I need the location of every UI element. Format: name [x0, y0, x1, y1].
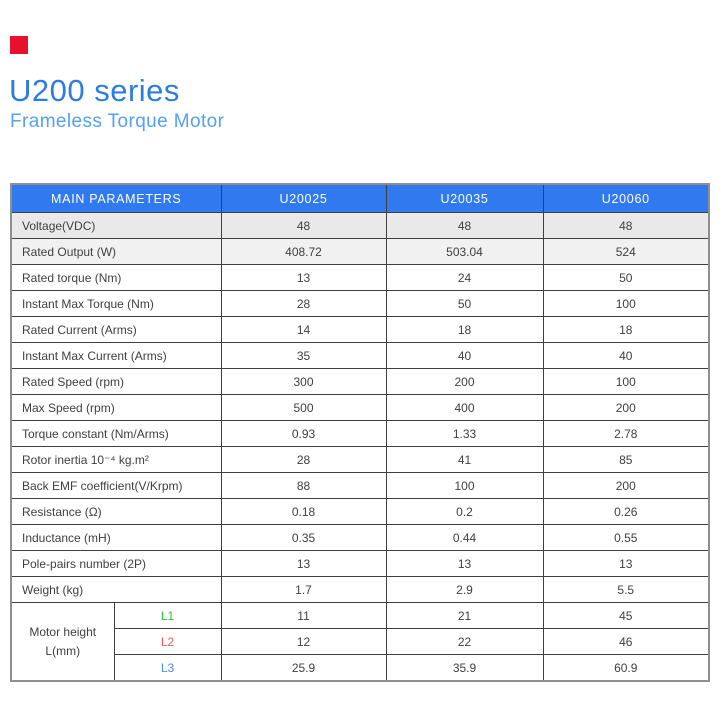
value-cell: 45: [543, 603, 709, 629]
value-cell: 2.9: [386, 577, 543, 603]
param-label-cell: Back EMF coefficient(V/Krpm): [11, 473, 221, 499]
value-cell: 400: [386, 395, 543, 421]
value-cell: 40: [543, 343, 709, 369]
column-header-u20025: U20025: [221, 184, 386, 213]
param-label-cell: Instant Max Torque (Nm): [11, 291, 221, 317]
value-cell: 48: [386, 213, 543, 239]
value-cell: 0.93: [221, 421, 386, 447]
value-cell: 524: [543, 239, 709, 265]
table-row: [11, 213, 709, 239]
value-cell: 50: [386, 291, 543, 317]
param-label-cell: Pole-pairs number (2P): [11, 551, 221, 577]
table-row: [11, 291, 709, 317]
param-label-cell: Torque constant (Nm/Arms): [11, 421, 221, 447]
value-cell: 14: [221, 317, 386, 343]
param-label-cell: Rotor inertia 10⁻⁴ kg.m²: [11, 447, 221, 473]
value-cell: 13: [543, 551, 709, 577]
value-cell: 0.26: [543, 499, 709, 525]
value-cell: 300: [221, 369, 386, 395]
value-cell: 46: [543, 629, 709, 655]
param-label-cell: Voltage(VDC): [11, 213, 221, 239]
motor-height-label-cell: [11, 603, 114, 682]
value-cell: 0.2: [386, 499, 543, 525]
table-row: [11, 577, 709, 603]
value-cell: 48: [543, 213, 709, 239]
table-row: [11, 369, 709, 395]
value-cell: 500: [221, 395, 386, 421]
motor-height-label-line1: Motor height: [29, 624, 97, 639]
table-row: [11, 317, 709, 343]
value-cell: 100: [543, 291, 709, 317]
value-cell: 13: [221, 551, 386, 577]
value-cell: 41: [386, 447, 543, 473]
table-row: [11, 421, 709, 447]
column-header-main-parameters: MAIN PARAMETERS: [11, 184, 221, 213]
value-cell: 503.04: [386, 239, 543, 265]
param-label-cell: Rated Output (W): [11, 239, 221, 265]
value-cell: 408.72: [221, 239, 386, 265]
value-cell: 0.44: [386, 525, 543, 551]
param-label-cell: Resistance (Ω): [11, 499, 221, 525]
value-cell: 18: [386, 317, 543, 343]
value-cell: 28: [221, 447, 386, 473]
value-cell: 13: [386, 551, 543, 577]
value-cell: 50: [543, 265, 709, 291]
table-row: [11, 265, 709, 291]
param-label-cell: Rated Current (Arms): [11, 317, 221, 343]
value-cell: 25.9: [221, 655, 386, 682]
page-subtitle: Frameless Torque Motor: [10, 111, 225, 132]
page-title: U200 series: [9, 73, 180, 108]
value-cell: 2.78: [543, 421, 709, 447]
param-label-cell: Inductance (mH): [11, 525, 221, 551]
motor-height-row: [11, 603, 709, 629]
column-header-u20060: U20060: [543, 184, 709, 213]
value-cell: 100: [543, 369, 709, 395]
table-row: [11, 239, 709, 265]
value-cell: 0.55: [543, 525, 709, 551]
value-cell: 1.33: [386, 421, 543, 447]
value-cell: 85: [543, 447, 709, 473]
l-label-cell-l3: L3: [114, 655, 221, 682]
value-cell: 35.9: [386, 655, 543, 682]
brand-logo-square: [10, 36, 28, 54]
param-label-cell: Rated Speed (rpm): [11, 369, 221, 395]
value-cell: 5.5: [543, 577, 709, 603]
table-row: [11, 343, 709, 369]
value-cell: 24: [386, 265, 543, 291]
value-cell: 12: [221, 629, 386, 655]
value-cell: 13: [221, 265, 386, 291]
value-cell: 200: [543, 395, 709, 421]
table-row: [11, 499, 709, 525]
param-label-cell: Max Speed (rpm): [11, 395, 221, 421]
value-cell: 88: [221, 473, 386, 499]
value-cell: 28: [221, 291, 386, 317]
motor-height-label-line2: L(mm): [45, 643, 81, 658]
motor-height-row: [11, 655, 709, 682]
motor-height-row: [11, 629, 709, 655]
value-cell: 18: [543, 317, 709, 343]
value-cell: 35: [221, 343, 386, 369]
table-header-row: [11, 184, 709, 213]
param-label-cell: Rated torque (Nm): [11, 265, 221, 291]
value-cell: 22: [386, 629, 543, 655]
value-cell: 200: [543, 473, 709, 499]
param-label-cell: Instant Max Current (Arms): [11, 343, 221, 369]
param-label-cell: Weight (kg): [11, 577, 221, 603]
value-cell: 0.35: [221, 525, 386, 551]
value-cell: 40: [386, 343, 543, 369]
value-cell: 0.18: [221, 499, 386, 525]
value-cell: 1.7: [221, 577, 386, 603]
table-row: [11, 525, 709, 551]
l-label-cell-l2: L2: [114, 629, 221, 655]
value-cell: 21: [386, 603, 543, 629]
value-cell: 200: [386, 369, 543, 395]
table-row: [11, 395, 709, 421]
table-row: [11, 447, 709, 473]
l-label-cell-l1: L1: [114, 603, 221, 629]
column-header-u20035: U20035: [386, 184, 543, 213]
value-cell: 100: [386, 473, 543, 499]
value-cell: 60.9: [543, 655, 709, 682]
table-row: [11, 551, 709, 577]
value-cell: 48: [221, 213, 386, 239]
parameters-table: [10, 183, 710, 682]
value-cell: 11: [221, 603, 386, 629]
table-row: [11, 473, 709, 499]
